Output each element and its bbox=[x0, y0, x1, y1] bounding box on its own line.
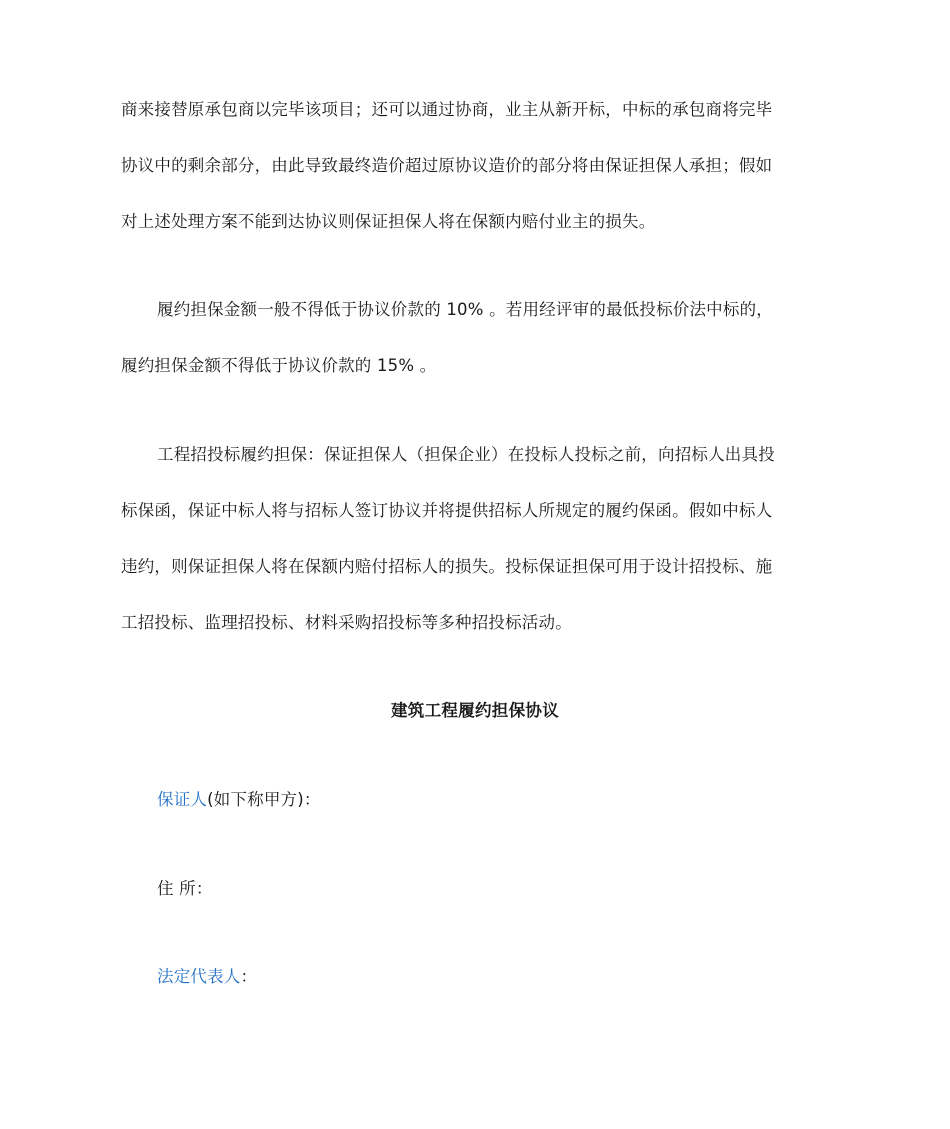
paragraph-1-line-1: 商来接替原承包商以完毕该项目；还可以通过协商，业主从新开标，中标的承包商将完毕 bbox=[121, 100, 773, 119]
address-field: 住 所： bbox=[157, 879, 213, 898]
legal-representative-field bbox=[157, 966, 257, 988]
paragraph-2-line-1: 履约担保金额一般不得低于协议价款的 10% 。若用经评审的最低投标价法中标的， bbox=[157, 300, 773, 319]
paragraph-2-line-2: 履约担保金额不得低于协议价款的 15% 。 bbox=[121, 356, 437, 375]
paragraph-3-line-2: 标保函，保证中标人将与招标人签订协议并将提供招标人所规定的履约保函。假如中标人 bbox=[121, 501, 773, 520]
guarantor-link[interactable]: 保证人 bbox=[157, 790, 208, 809]
paragraph-3-line-1: 工程招投标履约担保：保证担保人（担保企业）在投标人投标之前，向招标人出具投 bbox=[157, 445, 775, 464]
paragraph-3-line-4: 工招投标、监理招投标、材料采购招投标等多种招投标活动。 bbox=[121, 613, 572, 632]
legal-representative-label-rest: ： bbox=[240, 967, 258, 986]
guarantor-field bbox=[157, 789, 321, 811]
agreement-title: 建筑工程履约担保协议 bbox=[391, 701, 559, 720]
paragraph-1-line-3: 对上述处理方案不能到达协议则保证担保人将在保额内赔付业主的损失。 bbox=[121, 212, 656, 231]
guarantor-label-rest: (如下称甲方)： bbox=[207, 790, 321, 809]
paragraph-3-line-3: 违约，则保证担保人将在保额内赔付招标人的损失。投标保证担保可用于设计招投标、施 bbox=[121, 557, 773, 576]
legal-representative-link[interactable]: 法定代表人 bbox=[157, 967, 241, 986]
paragraph-1-line-2: 协议中的剩余部分，由此导致最终造价超过原协议造价的部分将由保证担保人承担；假如 bbox=[121, 156, 773, 175]
